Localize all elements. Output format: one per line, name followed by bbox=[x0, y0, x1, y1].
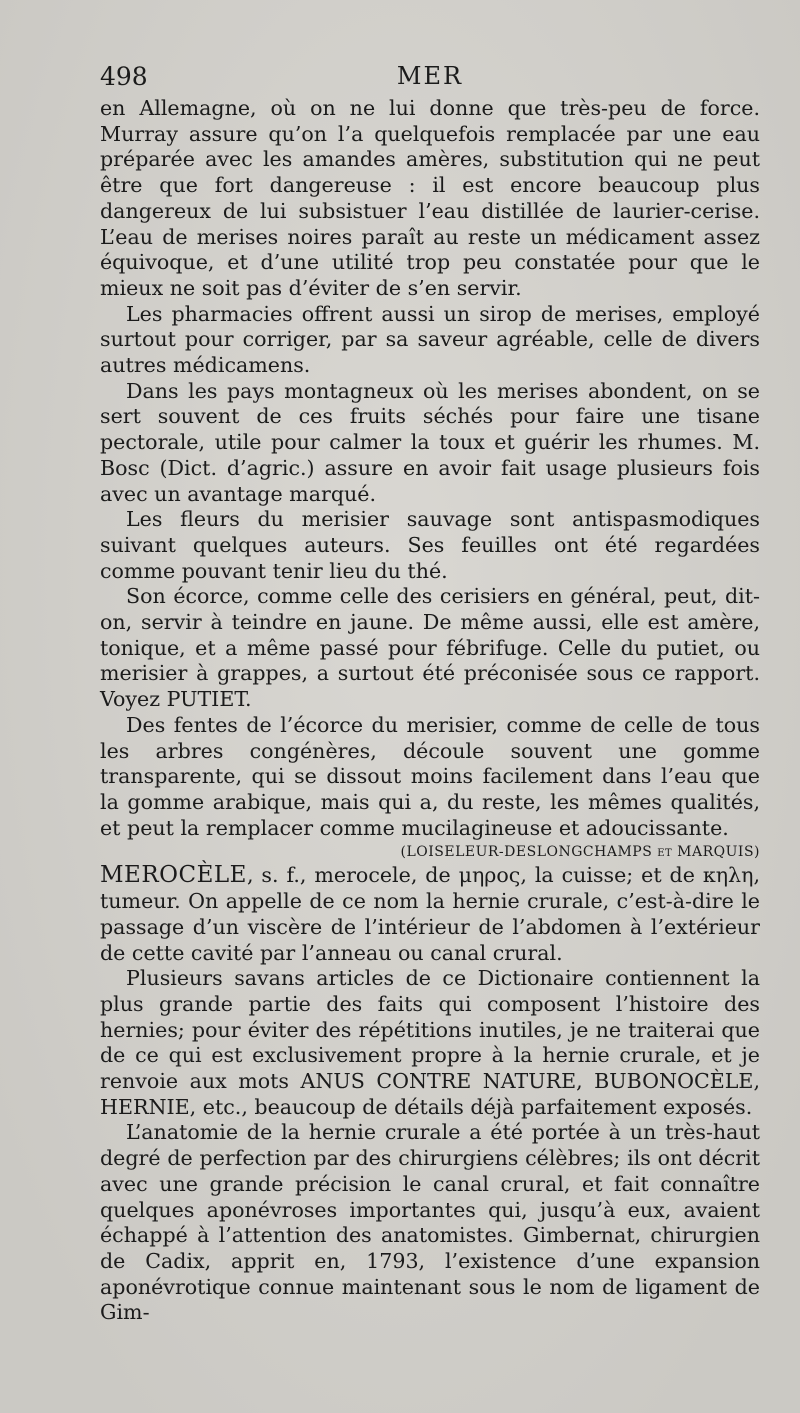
entry-opening bbox=[100, 863, 760, 966]
paragraph: en Allemagne, où on ne lui donne que très-peu de force. Murray assure qu’on l’a quelquefois remplacée par une eau préparée avec les amandes amères, substitution qui ne peut être que fort dangereuse : il est encore beaucoup plus dangereux de lui subsistuer l’eau distillée de laurier-cerise. L’eau de merises noires paraît au reste un médicament assez équivoque, et d’une utilité trop peu constatée pour que le mieux ne soit pas d’éviter de s’en servir. bbox=[100, 96, 760, 300]
paragraph: Son écorce, comme celle des cerisiers en général, peut, dit-on, servir à teindre en jaune. De même aussi, elle est amère, tonique, et a même passé pour fébrifuge. Celle du putiet, ou merisier à grappes, a surtout été préconisée sous ce rapport. Voyez PUTIET. bbox=[100, 584, 760, 712]
page-body bbox=[100, 96, 760, 1326]
paragraph: Dans les pays montagneux où les merises abondent, on se sert souvent de ces fruits séchés pour faire une tisane pectorale, utile pour calmer la toux et guérir les rhumes. M. Bosc (Dict. d’agric.) assure en avoir fait usage plusieurs fois avec un avantage marqué. bbox=[100, 378, 760, 506]
page-number: 498 bbox=[100, 62, 148, 91]
paragraph: Les pharmacies offrent aussi un sirop de merises, employé surtout pour corriger, par sa saveur agréable, celle de divers autres médicamens. bbox=[100, 301, 760, 378]
running-head: MER bbox=[396, 62, 464, 90]
dictionary-entry bbox=[100, 863, 760, 1326]
paragraph: Les fleurs du merisier sauvage sont antispasmodiques suivant quelques auteurs. Ses feuilles ont été regardées comme pouvant tenir lieu du thé. bbox=[100, 507, 760, 583]
entry-definition: , s. f., merocele, de μηρος, la cuisse; et de κηλη, tumeur. On appelle de ce nom la hernie crurale, c’est-à-dire le passage d’un viscère de l’intérieur de l’abdomen à l’extérieur de cette cavité par l’anneau ou canal crural. bbox=[100, 863, 760, 965]
paragraph: L’anatomie de la hernie crurale a été portée à un très-haut degré de perfection par des chirurgiens célèbres; ils ont décrit avec une grande précision le canal crural, et fait connaître quelques aponévroses importantes qui, jusqu’à eux, avaient échappé à l’attention des anatomistes. Gimbernat, chirurgien de Cadix, apprit en, 1793, l’existence d’une expansion aponévrotique connue maintenant sous le nom de ligament de Gim- bbox=[100, 1120, 760, 1325]
page-header bbox=[100, 62, 760, 94]
paragraph: Plusieurs savans articles de ce Dictionaire contiennent la plus grande partie des faits qui composent l’histoire des hernies; pour éviter des répétitions inutiles, je ne traiterai que de ce qui est exclusivement propre à la hernie crurale, et je renvoie aux mots ANUS CONTRE NATURE, BUBONOCÈLE, HERNIE, etc., beaucoup de détails déjà parfaitement exposés. bbox=[100, 966, 760, 1119]
entry-headword: MEROCÈLE bbox=[100, 862, 247, 889]
paragraph: Des fentes de l’écorce du merisier, comme de celle de tous les arbres congénères, découle souvent une gomme transparente, qui se dissout moins facilement dans l’eau que la gomme arabique, mais qui a, du reste, les mêmes qualités, et peut la remplacer comme mucilagineuse et adoucissante. bbox=[100, 712, 760, 840]
article-attribution: (LOISELEUR-DESLONGCHAMPS et MARQUIS) bbox=[400, 844, 760, 861]
